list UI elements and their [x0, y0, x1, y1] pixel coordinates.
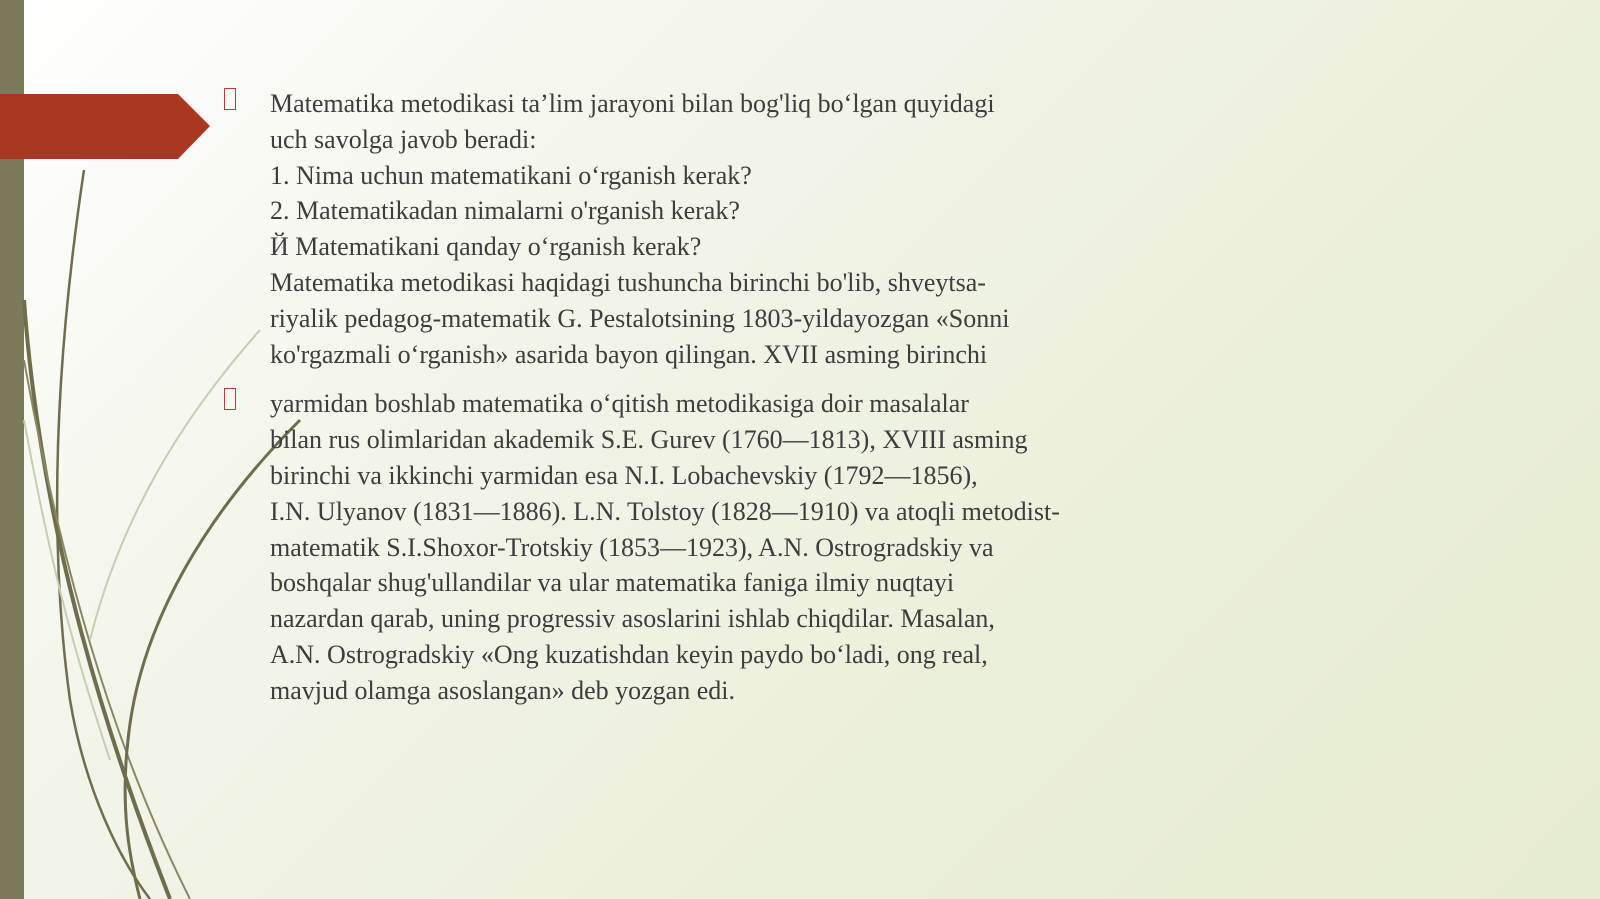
bullet-marker-icon [224, 88, 236, 110]
decorative-curve [24, 420, 110, 760]
title-accent-arrow [0, 94, 210, 159]
bullet-paragraph-2 [220, 386, 1180, 708]
text-line: 1. Nima uchun matematikani o‘rganish kerak? [270, 160, 752, 190]
bullet-paragraph-1 [220, 86, 1180, 372]
decorative-curve [24, 360, 190, 899]
text-line: birinchi va ikkinchi yarmidan esa N.I. Lobachevskiy (1792—1856), [270, 460, 978, 490]
text-line: Matematika metodikasi haqidagi tushuncha birinchi bo'lib, shveytsa- [270, 267, 986, 297]
text-line: 2. Matematikadan nimalarni o'rganish kerak? [270, 196, 740, 226]
text-line: boshqalar shug'ullandilar va ular matematika faniga ilmiy nuqtayi [270, 568, 955, 598]
text-line: mavjud olamga asoslangan» deb yozgan edi. [270, 675, 735, 705]
slide-body [220, 86, 1180, 723]
bullet-marker-icon [224, 388, 236, 410]
text-line: Й Matematikani qanday o‘rganish kerak? [270, 232, 702, 262]
text-line: ko'rgazmali o‘rganish» asarida bayon qilingan. XVII asming birinchi [270, 339, 988, 369]
text-line: matematik S.I.Shoxor-Trotskiy (1853—1923), A.N. Ostrogradskiy va [270, 532, 994, 562]
text-line: I.N. Ulyanov (1831—1886). L.N. Tolstoy (1828—1910) va atoqli metodist- [270, 496, 1060, 526]
text-line: A.N. Ostrogradskiy «Ong kuzatishdan keyin paydo bo‘ladi, ong real, [270, 639, 988, 669]
text-line: riyalik pedagog-matematik G. Pestalotsining 1803-yildayozgan «Sonni [270, 303, 1010, 333]
decorative-curve [57, 170, 150, 899]
text-line: uch savolga javob beradi: [270, 124, 537, 154]
text-line: yarmidan boshlab matematika o‘qitish metodikasiga doir masalalar [270, 389, 969, 419]
text-line: bilan rus olimlaridan akademik S.E. Gurev (1760—1813), XVIII asming [270, 425, 1028, 455]
text-line: nazardan qarab, uning progressiv asoslarini ishlab chiqdilar. Masalan, [270, 604, 995, 634]
text-line: Matematika metodikasi ta’lim jarayoni bilan bog'liq bo‘lgan quyidagi [270, 89, 995, 118]
